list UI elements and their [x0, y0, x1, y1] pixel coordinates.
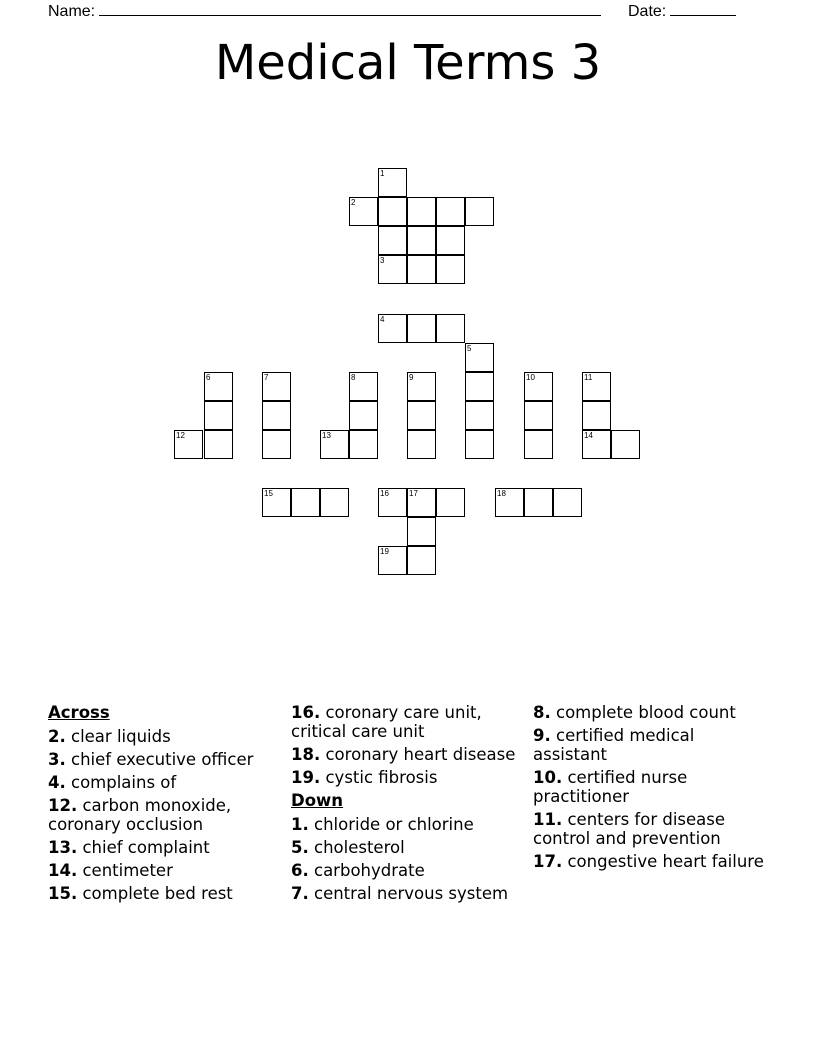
- grid-cell[interactable]: [204, 372, 233, 401]
- grid-cell[interactable]: [407, 430, 436, 459]
- cell-number: 15: [264, 489, 273, 498]
- down-clue: [291, 815, 523, 834]
- clue-text: central nervous system: [314, 884, 509, 903]
- grid-cell[interactable]: [407, 488, 436, 517]
- grid-cell[interactable]: [378, 197, 407, 226]
- across-clue: [48, 773, 273, 792]
- clue-text: congestive heart failure: [567, 852, 764, 871]
- clue-number: 18.: [291, 745, 321, 764]
- grid-cell[interactable]: [524, 430, 553, 459]
- down-clue: [533, 768, 769, 806]
- grid-cell[interactable]: [204, 430, 233, 459]
- grid-cell[interactable]: [407, 401, 436, 430]
- grid-cell[interactable]: [204, 401, 233, 430]
- down-clue: [533, 726, 769, 764]
- grid-cell[interactable]: [524, 488, 553, 517]
- clue-text: coronary care unit, critical care unit: [291, 703, 482, 741]
- grid-cell[interactable]: [465, 197, 494, 226]
- down-clue: [533, 703, 769, 722]
- grid-cell[interactable]: [378, 226, 407, 255]
- grid-cell[interactable]: [320, 430, 349, 459]
- clue-number: 4.: [48, 773, 66, 792]
- grid-cell[interactable]: [465, 372, 494, 401]
- across-clue: [48, 750, 273, 769]
- grid-cell[interactable]: [465, 430, 494, 459]
- grid-cell[interactable]: [349, 372, 378, 401]
- across-clue: [291, 768, 523, 787]
- grid-cell[interactable]: [262, 372, 291, 401]
- grid-cell[interactable]: [378, 255, 407, 284]
- clue-number: 11.: [533, 810, 563, 829]
- cell-number: 11: [584, 373, 593, 382]
- cell-number: 19: [380, 547, 389, 556]
- cell-number: 6: [206, 373, 211, 382]
- clue-text: chloride or chlorine: [314, 815, 474, 834]
- grid-cell[interactable]: [582, 372, 611, 401]
- cell-number: 16: [380, 489, 389, 498]
- grid-cell[interactable]: [262, 430, 291, 459]
- grid-cell[interactable]: [407, 226, 436, 255]
- clue-text: complains of: [71, 773, 177, 792]
- grid-cell[interactable]: [407, 372, 436, 401]
- cell-number: 9: [409, 373, 414, 382]
- clue-text: centimeter: [82, 861, 173, 880]
- clue-text: clear liquids: [71, 727, 171, 746]
- grid-cell[interactable]: [407, 546, 436, 575]
- grid-cell[interactable]: [407, 255, 436, 284]
- grid-cell[interactable]: [378, 546, 407, 575]
- cell-number: 12: [176, 431, 185, 440]
- grid-cell[interactable]: [582, 430, 611, 459]
- grid-cell[interactable]: [320, 488, 349, 517]
- clue-number: 1.: [291, 815, 309, 834]
- clue-column-2: [291, 703, 523, 907]
- grid-cell[interactable]: [378, 168, 407, 197]
- grid-cell[interactable]: [436, 488, 465, 517]
- cell-number: 8: [351, 373, 356, 382]
- across-clue: [291, 745, 523, 764]
- clue-column-3: [533, 703, 769, 875]
- clue-text: cholesterol: [314, 838, 405, 857]
- down-clue: [291, 861, 523, 880]
- clue-text: complete blood count: [556, 703, 736, 722]
- across-clue: [48, 884, 273, 903]
- grid-cell[interactable]: [174, 430, 203, 459]
- grid-cell[interactable]: [349, 197, 378, 226]
- grid-cell[interactable]: [407, 197, 436, 226]
- clue-number: 5.: [291, 838, 309, 857]
- across-heading: Across: [48, 703, 110, 722]
- grid-cell[interactable]: [465, 401, 494, 430]
- clue-number: 15.: [48, 884, 78, 903]
- clue-number: 17.: [533, 852, 563, 871]
- grid-cell[interactable]: [436, 255, 465, 284]
- clue-text: chief complaint: [82, 838, 210, 857]
- grid-cell[interactable]: [407, 517, 436, 546]
- grid-cell[interactable]: [436, 197, 465, 226]
- across-clue: [48, 727, 273, 746]
- clue-number: 13.: [48, 838, 78, 857]
- clue-number: 7.: [291, 884, 309, 903]
- cell-number: 1: [380, 169, 385, 178]
- name-label: Name:: [48, 3, 96, 20]
- clue-text: coronary heart disease: [325, 745, 516, 764]
- grid-cell[interactable]: [262, 401, 291, 430]
- clue-number: 14.: [48, 861, 78, 880]
- grid-cell[interactable]: [524, 401, 553, 430]
- grid-cell[interactable]: [582, 401, 611, 430]
- grid-cell[interactable]: [465, 343, 494, 372]
- grid-cell[interactable]: [611, 430, 640, 459]
- cell-number: 5: [467, 344, 472, 353]
- clue-text: cystic fibrosis: [325, 768, 438, 787]
- clue-number: 10.: [533, 768, 563, 787]
- grid-cell[interactable]: [553, 488, 582, 517]
- clue-text: carbon monoxide, coronary occlusion: [48, 796, 232, 834]
- clue-number: 6.: [291, 861, 309, 880]
- down-heading: Down: [291, 791, 344, 810]
- clue-text: centers for disease control and prevention: [533, 810, 726, 848]
- date-label: Date:: [628, 3, 667, 20]
- down-clue: [291, 884, 523, 903]
- clue-number: 3.: [48, 750, 66, 769]
- grid-cell[interactable]: [378, 488, 407, 517]
- cell-number: 10: [526, 373, 535, 382]
- grid-cell[interactable]: [407, 314, 436, 343]
- cell-number: 14: [584, 431, 593, 440]
- cell-number: 18: [497, 489, 506, 498]
- clue-number: 12.: [48, 796, 78, 815]
- clue-text: carbohydrate: [314, 861, 425, 880]
- grid-cell[interactable]: [262, 488, 291, 517]
- across-clue: [48, 861, 273, 880]
- across-clue: [48, 796, 273, 834]
- grid-cell[interactable]: [436, 314, 465, 343]
- grid-cell[interactable]: [524, 372, 553, 401]
- grid-cell[interactable]: [349, 401, 378, 430]
- cell-number: 4: [380, 315, 385, 324]
- grid-cell[interactable]: [291, 488, 320, 517]
- cell-number: 7: [264, 373, 269, 382]
- grid-cell[interactable]: [436, 226, 465, 255]
- clue-column-1: [48, 703, 273, 907]
- cell-number: 13: [322, 431, 331, 440]
- down-clue: [533, 852, 769, 871]
- clue-number: 19.: [291, 768, 321, 787]
- clue-number: 8.: [533, 703, 551, 722]
- across-clue: [48, 838, 273, 857]
- grid-cell[interactable]: [378, 314, 407, 343]
- clue-text: complete bed rest: [82, 884, 233, 903]
- clue-number: 2.: [48, 727, 66, 746]
- cell-number: 3: [380, 256, 385, 265]
- clue-text: certified medical assistant: [533, 726, 695, 764]
- grid-cell[interactable]: [349, 430, 378, 459]
- clue-number: 9.: [533, 726, 551, 745]
- cell-number: 17: [409, 489, 418, 498]
- clue-text: certified nurse practitioner: [533, 768, 688, 806]
- grid-cell[interactable]: [495, 488, 524, 517]
- down-clue: [291, 838, 523, 857]
- across-clue: [291, 703, 523, 741]
- down-clue: [533, 810, 769, 848]
- clue-number: 16.: [291, 703, 321, 722]
- clue-text: chief executive officer: [71, 750, 254, 769]
- page-title: Medical Terms 3: [214, 35, 602, 91]
- cell-number: 2: [351, 198, 356, 207]
